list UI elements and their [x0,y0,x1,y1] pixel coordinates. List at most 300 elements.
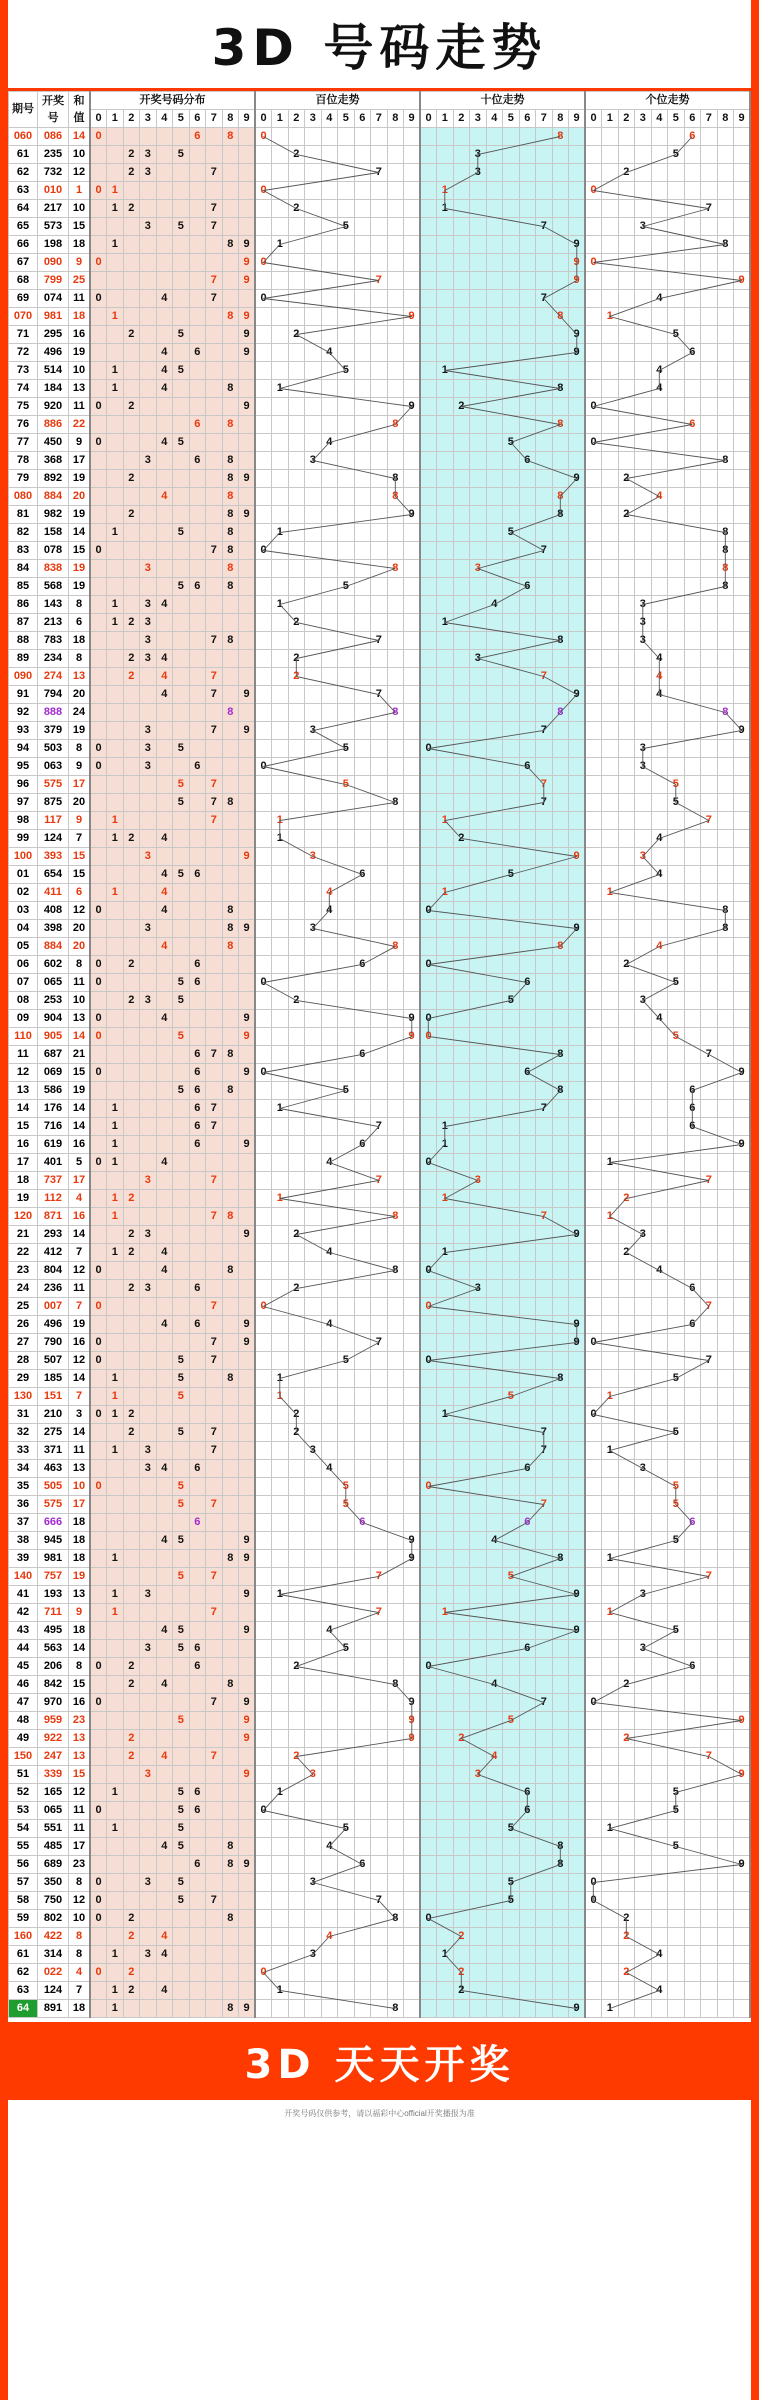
cell-open-number: 485 [38,1838,69,1856]
number-marker: 0 [590,1696,597,1708]
cell-position-2 [635,146,652,164]
table-row[interactable] [9,1190,751,1208]
cell-position-2 [684,362,701,380]
table-head [9,92,751,128]
cell-position-0 [371,1802,388,1820]
cell-open-number: 295 [38,326,69,344]
cell-distribution [189,1046,206,1064]
table-row[interactable] [9,1028,751,1046]
cell-position-0 [354,524,371,542]
cell-position-1 [470,758,487,776]
table-row[interactable] [9,254,751,272]
cell-position-1 [503,812,520,830]
cell-position-1 [453,596,470,614]
cell-position-2 [684,668,701,686]
table-row[interactable] [9,1892,751,1910]
table-row[interactable] [9,524,751,542]
table-row[interactable] [9,722,751,740]
cell-issue: 32 [9,1424,38,1442]
number-marker: 0 [425,1480,432,1492]
table-row[interactable] [9,1082,751,1100]
table-row[interactable] [9,380,751,398]
table-row[interactable] [9,1532,751,1550]
cell-position-1 [519,146,536,164]
cell-distribution [222,1136,239,1154]
cell-position-0 [321,1010,338,1028]
cell-distribution [140,1208,157,1226]
table-row[interactable] [9,848,751,866]
number-marker: 2 [128,202,135,214]
cell-position-0 [255,1118,272,1136]
cell-position-2 [585,1352,602,1370]
table-row[interactable] [9,1280,751,1298]
cell-position-0 [338,758,355,776]
table-row[interactable] [9,1712,751,1730]
cell-position-1 [486,164,503,182]
table-row[interactable] [9,1208,751,1226]
cell-position-1 [470,740,487,758]
table-row[interactable] [9,1442,751,1460]
table-row[interactable] [9,1730,751,1748]
table-row[interactable] [9,1766,751,1784]
cell-position-1 [470,1064,487,1082]
table-row[interactable] [9,1460,751,1478]
table-row[interactable] [9,416,751,434]
digit-header-3-8: 8 [717,110,734,128]
cell-position-0 [272,1676,289,1694]
cell-position-2 [717,1172,734,1190]
number-marker: 1 [276,1372,283,1384]
cell-position-2 [602,1532,619,1550]
cell-distribution [123,182,140,200]
cell-distribution [239,1730,256,1748]
cell-issue: 97 [9,794,38,812]
cell-position-0 [288,236,305,254]
number-marker: 6 [524,976,531,988]
cell-distribution [90,1838,107,1856]
cell-position-1 [552,1784,569,1802]
cell-position-0 [321,1154,338,1172]
table-row[interactable] [9,128,751,146]
cell-position-2 [701,218,718,236]
cell-position-2 [734,434,751,452]
cell-position-2 [618,272,635,290]
cell-position-2 [651,254,668,272]
cell-issue: 61 [9,146,38,164]
cell-position-2 [635,1172,652,1190]
cell-distribution [189,1712,206,1730]
cell-distribution [140,1748,157,1766]
cell-position-2 [684,1712,701,1730]
table-row[interactable] [9,1100,751,1118]
table-row[interactable] [9,146,751,164]
table-row[interactable] [9,1316,751,1334]
table-row[interactable] [9,398,751,416]
table-row[interactable] [9,1352,751,1370]
cell-position-0 [255,1370,272,1388]
table-row[interactable] [9,758,751,776]
table-row[interactable] [9,686,751,704]
cell-position-2 [618,1280,635,1298]
cell-position-1 [569,1406,586,1424]
table-row[interactable] [9,992,751,1010]
cell-position-1 [536,272,553,290]
cell-issue: 87 [9,614,38,632]
cell-distribution [239,866,256,884]
table-row[interactable] [9,1838,751,1856]
table-row[interactable] [9,1856,751,1874]
cell-position-2 [701,398,718,416]
cell-position-0 [255,308,272,326]
cell-position-2 [684,308,701,326]
cell-sum-value: 17 [69,1172,91,1190]
cell-position-0 [321,740,338,758]
table-row[interactable] [9,218,751,236]
table-row[interactable] [9,1568,751,1586]
cell-open-number: 888 [38,704,69,722]
table-row[interactable] [9,740,751,758]
cell-position-2 [635,308,652,326]
number-marker: 3 [144,148,151,160]
cell-distribution [239,1532,256,1550]
cell-open-number: 275 [38,1424,69,1442]
cell-sum-value: 14 [69,1370,91,1388]
cell-distribution [173,1550,190,1568]
table-row[interactable] [9,362,751,380]
table-row[interactable] [9,1658,751,1676]
group-tens: 十位走势 [420,92,585,110]
cell-position-0 [288,182,305,200]
cell-distribution [222,920,239,938]
table-row[interactable] [9,488,751,506]
table-row[interactable] [9,794,751,812]
cell-distribution [140,1028,157,1046]
cell-position-0 [371,1280,388,1298]
cell-sum-value: 16 [69,1208,91,1226]
cell-position-0 [354,398,371,416]
table-row[interactable] [9,956,751,974]
cell-position-1 [486,1550,503,1568]
cell-distribution [189,1064,206,1082]
table-row[interactable] [9,308,751,326]
table-row[interactable] [9,812,751,830]
table-row[interactable] [9,1874,751,1892]
cell-position-1 [486,1064,503,1082]
cell-position-1 [470,1370,487,1388]
table-row[interactable] [9,938,751,956]
cell-distribution [140,1658,157,1676]
cell-position-1 [536,524,553,542]
digit-header-2-0: 0 [420,110,437,128]
cell-position-1 [503,848,520,866]
cell-open-number: 412 [38,1244,69,1262]
cell-position-0 [305,254,322,272]
table-row[interactable] [9,542,751,560]
cell-issue: 63 [9,182,38,200]
cell-position-1 [519,1370,536,1388]
cell-distribution [90,362,107,380]
table-row[interactable] [9,596,751,614]
cell-position-0 [404,1478,421,1496]
cell-sum-value: 14 [69,1100,91,1118]
table-row[interactable] [9,236,751,254]
cell-position-0 [354,1784,371,1802]
cell-sum-value: 23 [69,1856,91,1874]
table-row[interactable] [9,344,751,362]
table-row[interactable] [9,1334,751,1352]
table-row[interactable] [9,1604,751,1622]
cell-position-1 [519,1190,536,1208]
table-row[interactable] [9,1586,751,1604]
cell-position-1 [536,416,553,434]
table-row[interactable] [9,776,751,794]
cell-distribution [90,1424,107,1442]
cell-position-0 [255,830,272,848]
table-row[interactable] [9,506,751,524]
cell-position-2 [701,902,718,920]
cell-position-0 [387,1640,404,1658]
table-row[interactable] [9,290,751,308]
cell-distribution [189,938,206,956]
table-row[interactable] [9,704,751,722]
table-row[interactable] [9,1226,751,1244]
table-row[interactable] [9,632,751,650]
table-row[interactable] [9,182,751,200]
cell-position-0 [255,974,272,992]
cell-position-2 [585,1658,602,1676]
cell-position-0 [354,758,371,776]
table-row[interactable] [9,1262,751,1280]
table-row[interactable] [9,1694,751,1712]
table-row[interactable] [9,1784,751,1802]
table-row[interactable] [9,1676,751,1694]
cell-distribution [173,560,190,578]
cell-distribution [140,524,157,542]
cell-distribution [140,1838,157,1856]
cell-position-1 [420,1460,437,1478]
table-row[interactable] [9,830,751,848]
cell-position-2 [635,1874,652,1892]
cell-position-1 [437,1532,454,1550]
number-marker: 8 [227,238,234,250]
cell-distribution [239,1316,256,1334]
cell-position-0 [371,812,388,830]
table-row[interactable] [9,668,751,686]
cell-position-1 [569,1478,586,1496]
cell-position-2 [668,1532,685,1550]
cell-position-2 [668,650,685,668]
cell-distribution [173,1820,190,1838]
number-marker: 6 [524,1804,531,1816]
table-row[interactable] [9,902,751,920]
table-row[interactable] [9,1496,751,1514]
table-row[interactable] [9,164,751,182]
cell-distribution [239,326,256,344]
cell-distribution [206,1028,223,1046]
cell-position-1 [420,542,437,560]
table-row[interactable] [9,1136,751,1154]
cell-issue: 22 [9,1244,38,1262]
table-row[interactable] [9,1298,751,1316]
number-marker: 8 [722,238,729,250]
table-row[interactable] [9,1550,751,1568]
table-row[interactable] [9,434,751,452]
table-row[interactable] [9,1118,751,1136]
cell-distribution [156,542,173,560]
cell-position-0 [387,1298,404,1316]
cell-position-1 [552,524,569,542]
cell-distribution [173,1082,190,1100]
cell-position-0 [404,974,421,992]
number-marker: 8 [557,634,564,646]
table-row[interactable] [9,1370,751,1388]
cell-distribution [140,290,157,308]
table-row[interactable] [9,1064,751,1082]
table-row[interactable] [9,200,751,218]
cell-position-1 [453,1172,470,1190]
table-row[interactable] [9,920,751,938]
cell-position-1 [486,1154,503,1172]
table-row[interactable] [9,1172,751,1190]
cell-position-0 [288,164,305,182]
cell-position-0 [387,1100,404,1118]
cell-distribution [156,308,173,326]
table-row[interactable] [9,1010,751,1028]
cell-position-0 [288,722,305,740]
cell-distribution [206,1712,223,1730]
table-row[interactable] [9,1244,751,1262]
table-row[interactable] [9,1478,751,1496]
cell-position-2 [684,578,701,596]
number-marker: 6 [194,1066,201,1078]
cell-position-1 [420,1820,437,1838]
table-row[interactable] [9,578,751,596]
cell-distribution [189,182,206,200]
cell-position-1 [519,1298,536,1316]
cell-distribution [156,272,173,290]
number-marker: 5 [177,994,184,1006]
table-row[interactable] [9,1640,751,1658]
cell-position-0 [371,1442,388,1460]
cell-position-0 [305,1802,322,1820]
cell-distribution [173,290,190,308]
cell-sum-value: 19 [69,722,91,740]
table-row[interactable] [9,326,751,344]
cell-position-1 [486,632,503,650]
table-row[interactable] [9,1046,751,1064]
cell-distribution [239,200,256,218]
table-row[interactable] [9,1388,751,1406]
digit-header-1-4: 4 [321,110,338,128]
number-marker: 1 [276,1192,283,1204]
cell-distribution [156,1082,173,1100]
cell-distribution [206,1784,223,1802]
table-row[interactable] [9,614,751,632]
cell-position-2 [618,758,635,776]
cell-position-2 [585,1694,602,1712]
cell-position-1 [453,1352,470,1370]
cell-position-1 [470,974,487,992]
cell-position-2 [701,632,718,650]
table-row[interactable] [9,1424,751,1442]
table-row[interactable] [9,866,751,884]
cell-issue: 73 [9,362,38,380]
table-row[interactable] [9,1406,751,1424]
cell-distribution [90,434,107,452]
cell-open-number: 871 [38,1208,69,1226]
table-row[interactable] [9,1154,751,1172]
cell-position-2 [618,452,635,470]
number-marker: 0 [95,1804,102,1816]
table-row[interactable] [9,1514,751,1532]
digit-header-0-7: 7 [206,110,223,128]
cell-issue: 98 [9,812,38,830]
number-marker: 4 [656,292,663,304]
cell-distribution [189,1856,206,1874]
cell-position-2 [668,1694,685,1712]
number-marker: 4 [326,346,333,358]
cell-position-0 [404,1100,421,1118]
cell-distribution [189,470,206,488]
table-row[interactable] [9,1622,751,1640]
table-row[interactable] [9,974,751,992]
cell-sum-value: 21 [69,1046,91,1064]
cell-open-number: 982 [38,506,69,524]
cell-distribution [239,272,256,290]
cell-position-2 [717,1046,734,1064]
table-row[interactable] [9,560,751,578]
cell-distribution [206,1874,223,1892]
table-row[interactable] [9,884,751,902]
number-marker: 1 [606,886,613,898]
cell-distribution [206,866,223,884]
cell-position-1 [503,1316,520,1334]
cell-position-0 [371,1640,388,1658]
cell-distribution [140,1136,157,1154]
cell-position-0 [255,1676,272,1694]
table-row[interactable] [9,272,751,290]
cell-position-1 [437,380,454,398]
table-row[interactable] [9,470,751,488]
cell-position-2 [651,704,668,722]
cell-position-1 [486,1802,503,1820]
table-row[interactable] [9,1910,751,1928]
cell-position-1 [503,1640,520,1658]
table-row[interactable] [9,452,751,470]
cell-position-0 [272,1730,289,1748]
cell-position-2 [585,740,602,758]
cell-distribution [173,1406,190,1424]
cell-position-2 [668,164,685,182]
cell-sum-value: 8 [69,956,91,974]
cell-position-1 [519,1460,536,1478]
table-row[interactable] [9,1802,751,1820]
cell-position-2 [602,506,619,524]
cell-open-number: 575 [38,1496,69,1514]
table-row[interactable] [9,1748,751,1766]
cell-position-1 [552,1460,569,1478]
table-row[interactable] [9,1820,751,1838]
cell-position-2 [651,380,668,398]
cell-position-0 [321,1136,338,1154]
table-row[interactable] [9,650,751,668]
cell-position-1 [486,1280,503,1298]
cell-position-1 [552,668,569,686]
cell-issue: 78 [9,452,38,470]
cell-position-1 [503,1586,520,1604]
cell-position-0 [288,362,305,380]
cell-position-1 [470,1640,487,1658]
